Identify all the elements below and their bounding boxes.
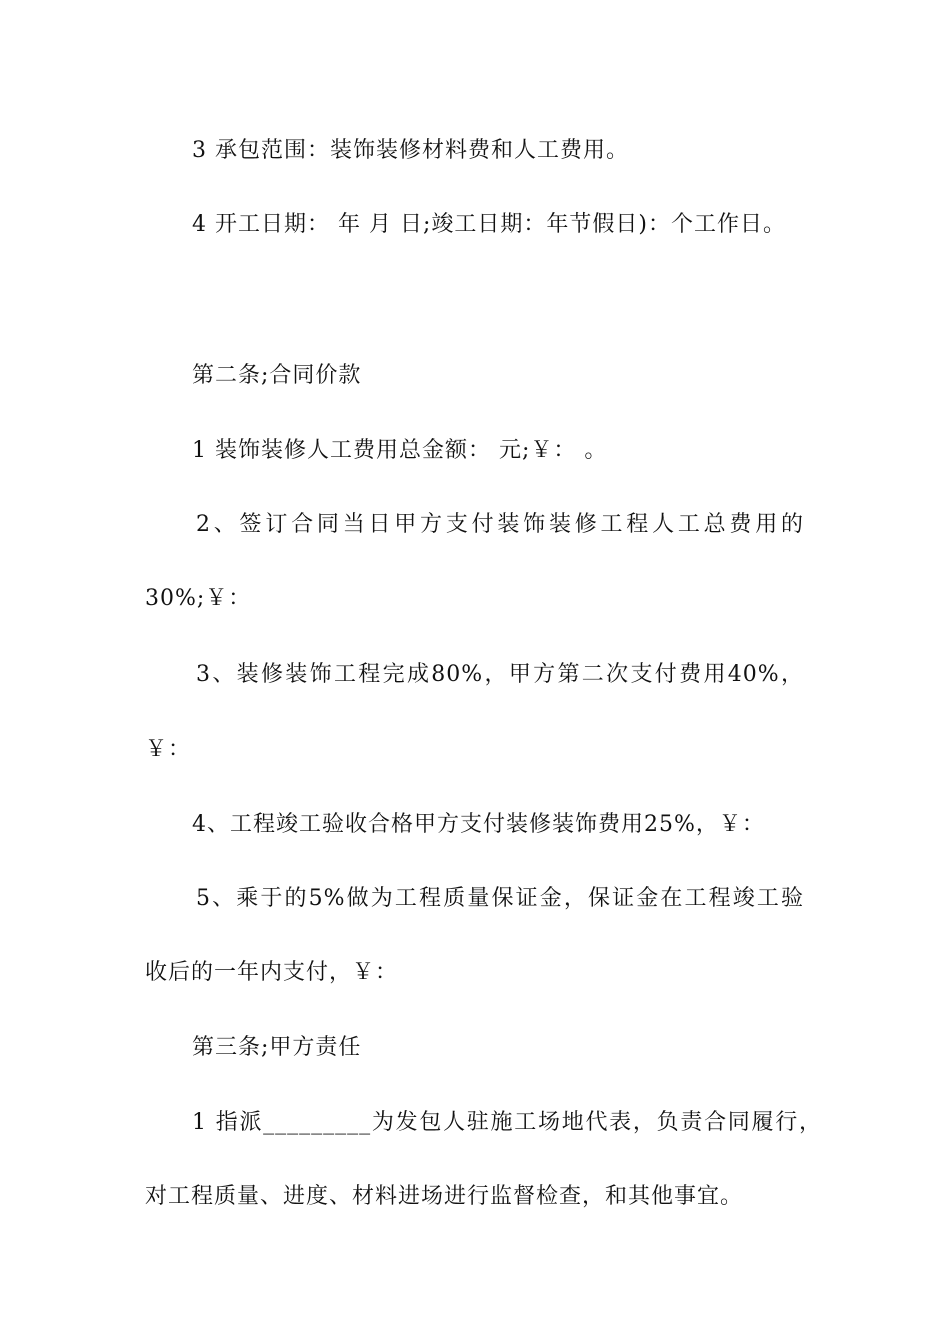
clause-warranty-line: 5、乘于的5%做为工程质量保证金，保证金在工程竣工验 (196, 886, 804, 911)
clause-first-payment-continuation: 30%;￥： (145, 586, 252, 611)
clause-third-payment-line: 4、工程竣工验收合格甲方支付装修装饰费用25%，￥： (192, 812, 765, 837)
clause-second-payment-continuation: ￥： (145, 737, 192, 762)
clause-second-payment-line: 3、装修装饰工程完成80%，甲方第二次支付费用40%， (196, 662, 804, 687)
clause-representative-continuation: 对工程质量、进度、材料进场进行监督检查，和其他事宜。 (145, 1184, 744, 1209)
clause-total-amount-line: 1 装饰装修人工费用总金额： 元;￥： 。 (192, 438, 608, 463)
clause-scope-line: 3 承包范围：装饰装修材料费和人工费用。 (192, 138, 629, 163)
clause-dates-line: 4 开工日期： 年 月 日;竣工日期：年节假日)：个工作日。 (192, 212, 786, 237)
clause-representative-line: 1 指派_________为发包人驻施工场地代表，负责合同履行， (192, 1110, 822, 1135)
section-heading-price: 第二条;合同价款 (192, 363, 362, 388)
section-heading-party-a: 第三条;甲方责任 (192, 1035, 362, 1060)
clause-first-payment-line: 2、签订合同当日甲方支付装饰装修工程人工总费用的 (196, 512, 804, 537)
clause-warranty-continuation: 收后的一年内支付，￥： (145, 960, 399, 985)
